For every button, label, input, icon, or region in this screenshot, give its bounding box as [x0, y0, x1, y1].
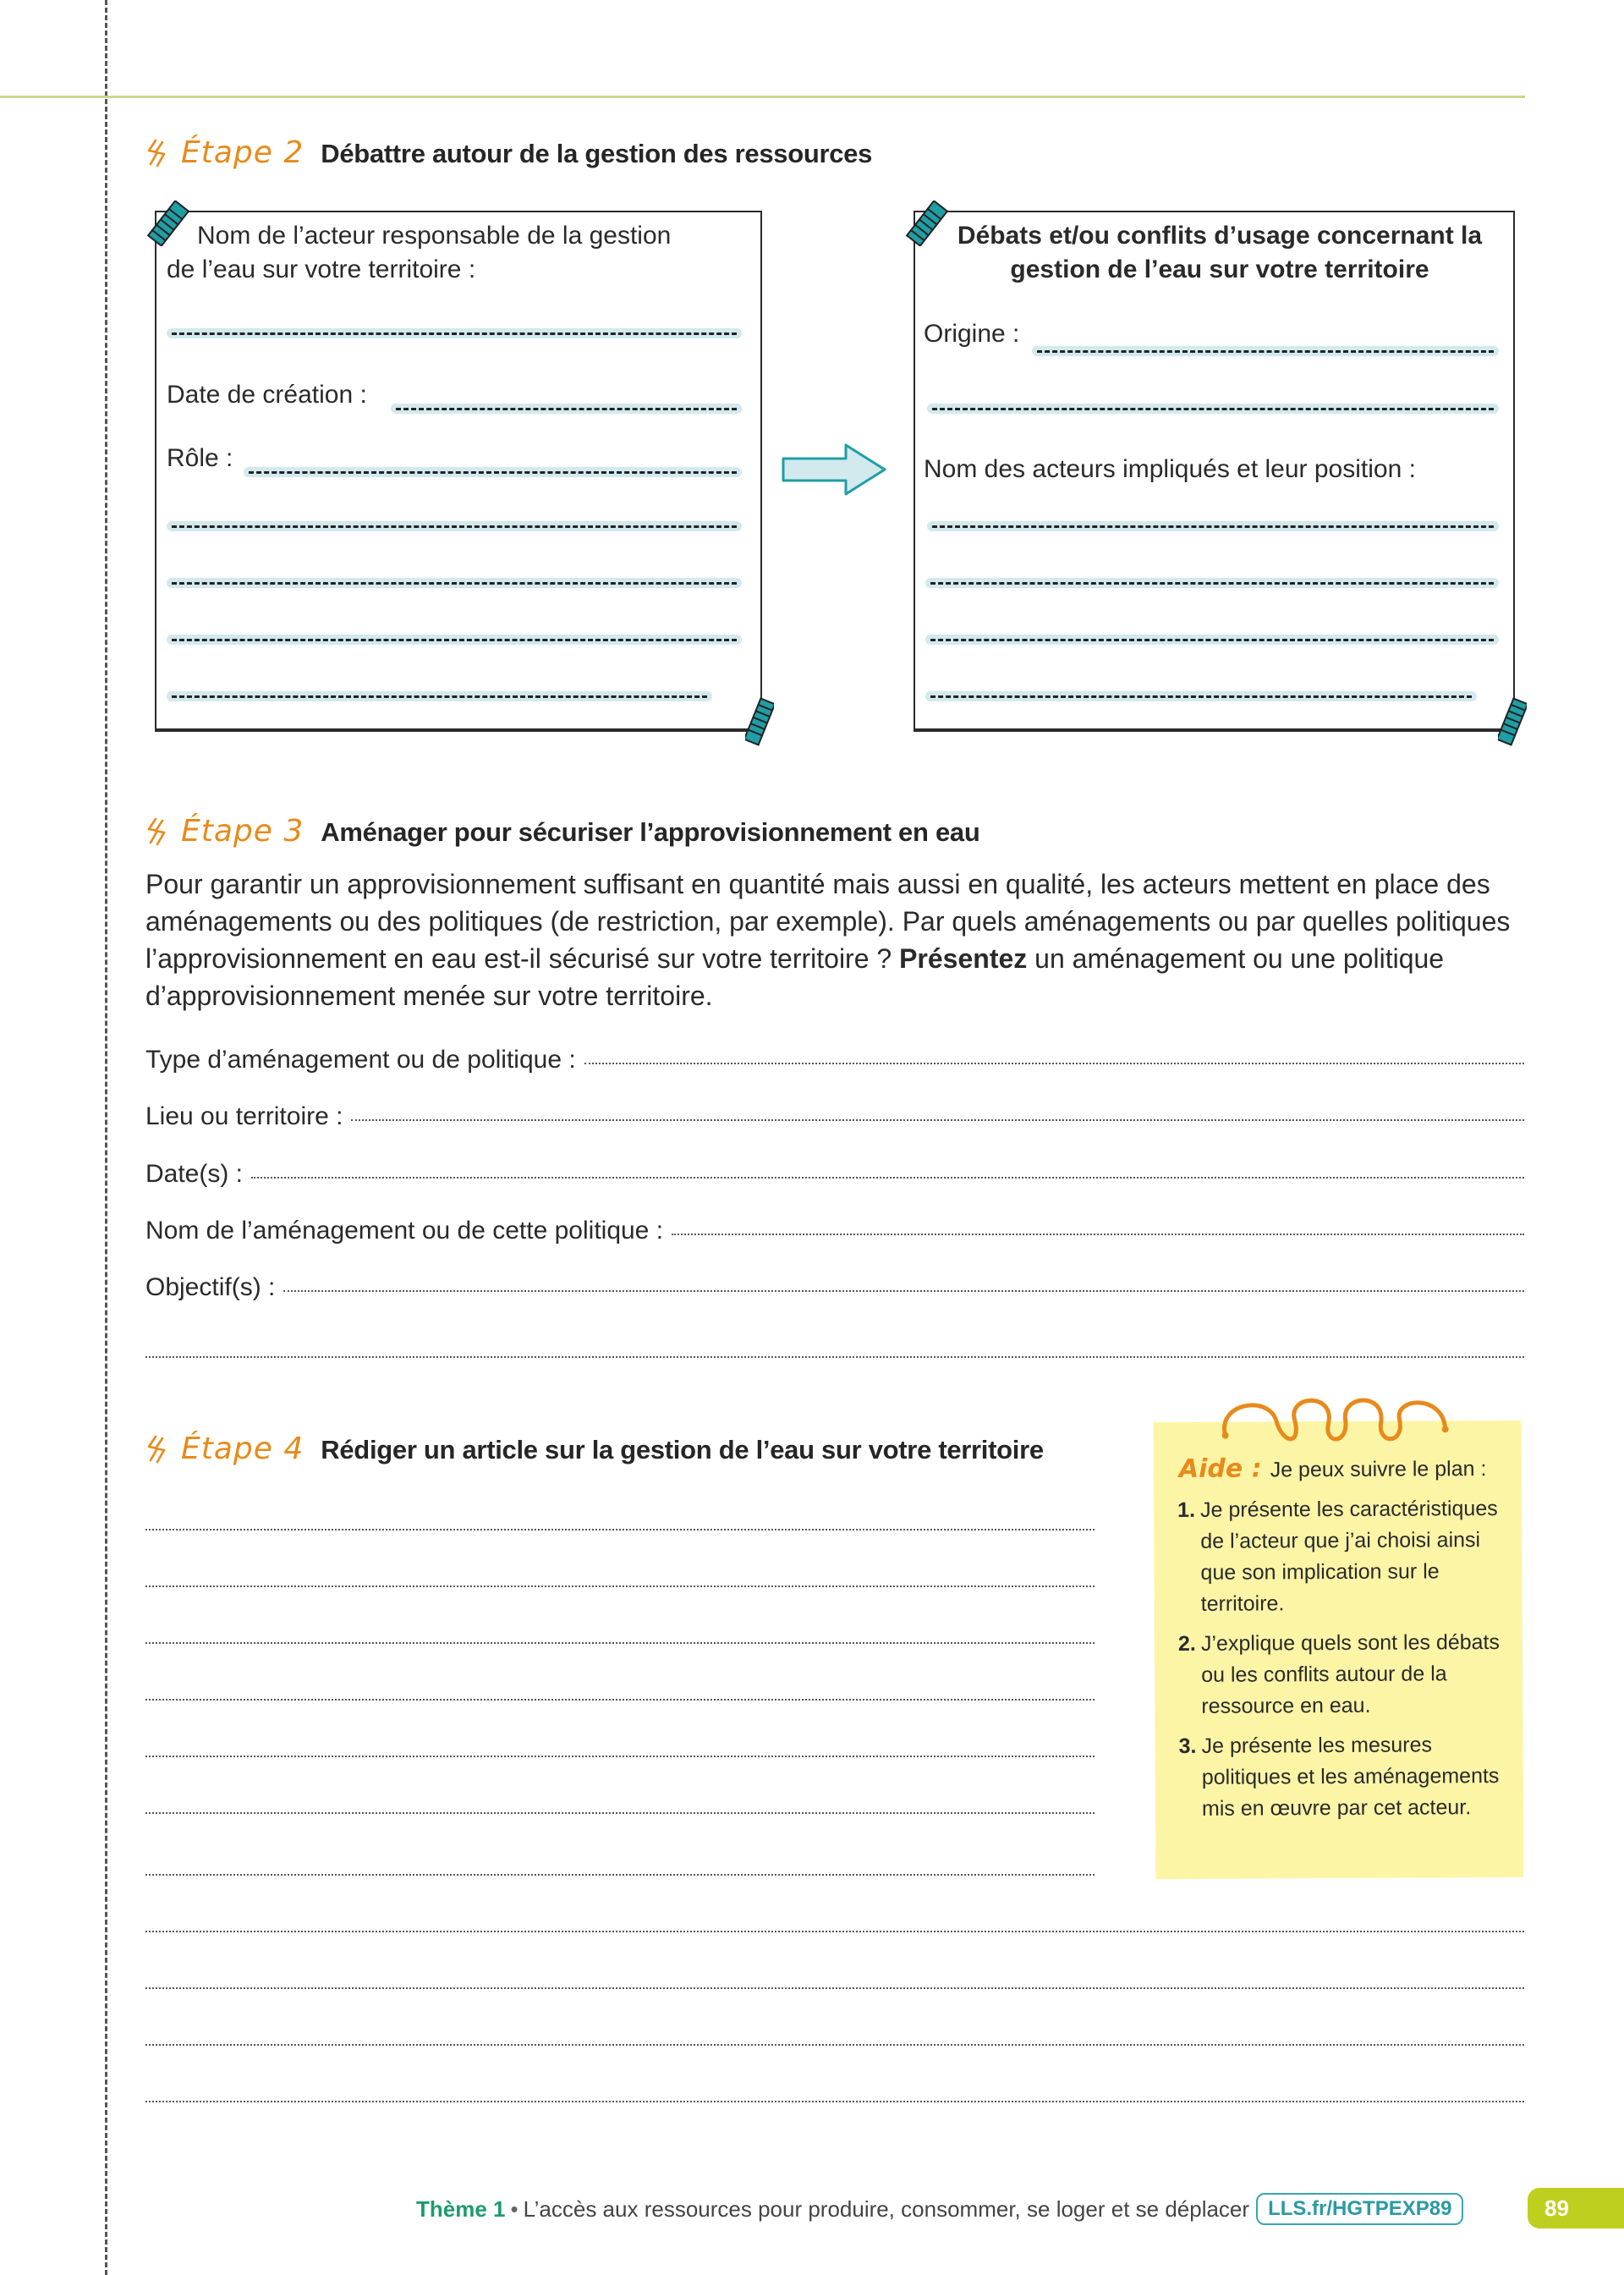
actor-prompt-line1: Nom de l’acteur responsable de la gestion [197, 222, 672, 250]
objectives-input[interactable] [283, 1290, 1524, 1292]
footer-separator: • [510, 2195, 518, 2222]
resource-link[interactable]: LLS.fr/HGTPEXP89 [1256, 2193, 1463, 2225]
conflicts-card-title: Débats et/ou conflits d’usage concernant la gestion de l’eau sur votre territoire [957, 222, 1483, 283]
role-input-line-3[interactable] [167, 578, 742, 588]
step-label: Étape 3 [181, 814, 304, 849]
theme-subtitle: L’accès aux ressources pour produire, consommer, se loger et se déplacer [523, 2195, 1250, 2222]
place-input[interactable] [351, 1119, 1524, 1121]
actors-input-line-2[interactable] [925, 578, 1499, 588]
objectives-label: Objectif(s) : [145, 1273, 276, 1301]
article-line-5[interactable] [145, 1756, 1095, 1757]
form-row-place [145, 1102, 1524, 1131]
help-step-number: 2. [1177, 1631, 1196, 1656]
help-steps-list [1177, 1493, 1513, 1833]
actor-prompt-line2: de l’eau sur votre territoire : [167, 256, 476, 283]
name-input[interactable] [672, 1234, 1524, 1235]
form-row-dates [145, 1160, 1524, 1189]
dates-label: Date(s) : [145, 1160, 244, 1188]
article-line-10[interactable] [145, 2044, 1524, 2046]
type-label: Type d’aménagement ou de politique : [145, 1046, 576, 1074]
actors-input-line-4[interactable] [925, 691, 1477, 701]
page-margin-dashed-line [105, 0, 107, 2275]
name-label: Nom de l’aménagement ou de cette politique : [145, 1217, 664, 1245]
form-row-name [145, 1217, 1524, 1245]
instructions-text-end: un aménagement ou une politique d’approvisionnement menée sur votre territoire. [145, 943, 1445, 1011]
step-title: Rédiger un article sur la gestion de l’eau sur votre territoire [321, 1435, 1044, 1464]
role-label: Rôle : [167, 444, 233, 472]
actors-input-line-3[interactable] [925, 635, 1499, 645]
help-step [1178, 1627, 1513, 1723]
step-label: Étape 2 [181, 135, 304, 170]
article-line-11[interactable] [145, 2101, 1524, 2102]
help-step-text: Je présente les caractéristiques de l’acteur que j’ai choisi ainsi que son implication sur le territoire. [1200, 1497, 1498, 1616]
lightning-bolt-icon [145, 1435, 169, 1464]
creation-date-input[interactable] [391, 404, 742, 414]
spiral-binding-icon [1216, 1393, 1462, 1451]
step3-instructions [145, 865, 1533, 1014]
origin-input[interactable] [1032, 346, 1499, 356]
article-line-2[interactable] [145, 1585, 1095, 1587]
instructions-text: Pour garantir un approvisionnement suffisant en quantité mais aussi en qualité, les acteurs mettent en place des aménagements ou des politiques (de restriction, par exemple). Par quels aménagements ou par quelles politiques l’approvisionnement en eau est-il sécurisé sur votre territoire ? [145, 869, 1511, 974]
actors-input-line-1[interactable] [927, 521, 1499, 531]
creation-date-label: Date de création : [167, 381, 367, 409]
actor-card [155, 211, 762, 732]
article-line-9[interactable] [145, 1987, 1524, 1989]
tape-icon [143, 201, 194, 246]
form-row-objectives [145, 1273, 1524, 1302]
actors-position-label: Nom des acteurs impliqués et leur position : [924, 455, 1416, 483]
top-rule [0, 96, 1525, 98]
article-line-6[interactable] [145, 1812, 1095, 1814]
page-number: 89 [1528, 2188, 1624, 2228]
role-input-line-4[interactable] [167, 635, 742, 645]
place-label: Lieu ou territoire : [145, 1102, 343, 1130]
actor-name-input[interactable] [167, 328, 742, 338]
tape-icon [1498, 696, 1527, 747]
role-input[interactable] [244, 467, 742, 477]
lightning-bolt-icon [145, 817, 169, 846]
page-footer [416, 2192, 1463, 2226]
article-line-4[interactable] [145, 1699, 1095, 1701]
conflicts-card [914, 211, 1515, 732]
article-line-8[interactable] [145, 1931, 1524, 1932]
origin-input-line-2[interactable] [927, 404, 1499, 414]
help-step-text: Je présente les mesures politiques et les aménagements mis en œuvre par cet acteur. [1201, 1733, 1500, 1821]
help-step [1179, 1729, 1514, 1825]
help-label: Aide : [1178, 1453, 1262, 1484]
help-step-number: 1. [1177, 1497, 1196, 1522]
help-step-number: 3. [1178, 1734, 1197, 1758]
help-step [1177, 1493, 1512, 1620]
step-title: Aménager pour sécuriser l’approvisionnement en eau [321, 817, 980, 847]
lightning-bolt-icon [145, 139, 169, 168]
article-line-3[interactable] [145, 1642, 1095, 1644]
role-input-line-2[interactable] [167, 521, 742, 531]
objectives-input-line-2[interactable] [145, 1356, 1524, 1358]
type-input[interactable] [584, 1063, 1524, 1064]
step4-heading [145, 1431, 1044, 1466]
step3-heading [145, 814, 979, 849]
step2-heading [145, 135, 872, 170]
help-title [1179, 1453, 1487, 1484]
form-row-type [145, 1046, 1524, 1074]
help-note [1154, 1421, 1524, 1879]
theme-label: Thème 1 [416, 2195, 506, 2222]
article-line-7[interactable] [145, 1874, 1095, 1876]
tape-icon [745, 696, 774, 747]
help-step-text: J’explique quels sont les débats ou les conflits autour de la ressource en eau. [1200, 1630, 1501, 1718]
origin-label: Origine : [924, 320, 1020, 348]
help-subtitle: Je peux suivre le plan : [1270, 1457, 1487, 1482]
step-title: Débattre autour de la gestion des ressources [321, 139, 873, 168]
role-input-line-5[interactable] [167, 691, 712, 701]
right-arrow-icon [780, 442, 890, 497]
article-line-1[interactable] [145, 1529, 1095, 1530]
step-label: Étape 4 [181, 1431, 304, 1466]
instructions-bold-verb: Présentez [899, 943, 1028, 974]
dates-input[interactable] [251, 1177, 1524, 1179]
